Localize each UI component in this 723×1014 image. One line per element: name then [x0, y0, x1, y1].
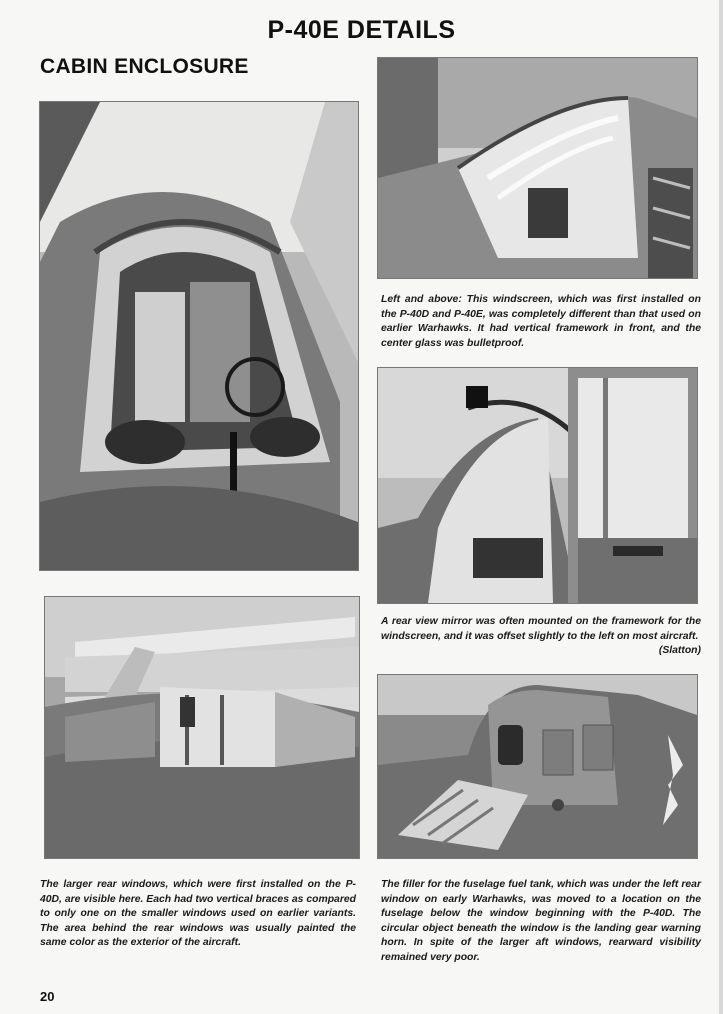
caption-windscreen: Left and above: This windscreen, which was first installed on the P-40D and P-40E, was completely different than that used on earlier Warhawks. It had vertical framework in front, and the center glass was bulletproof. — [381, 294, 701, 349]
caption-fuel-filler: The filler for the fuselage fuel tank, which was under the left rear window on early Warhawks, was moved to a location on the fuselage below the window beginning with the P-40D. The circular object beneath the window is the landing gear warning horn. In spite of the larger aft windows, rearward visibility remained very poor. — [381, 879, 701, 963]
photo-windscreen-side — [377, 57, 698, 279]
caption-mirror — [381, 615, 701, 659]
photo-cockpit-canopy-top — [39, 101, 359, 571]
page-edge — [719, 0, 723, 1014]
page-title: P-40E DETAILS — [267, 16, 456, 44]
photo-windscreen-mirror — [377, 367, 698, 604]
photo-fuel-filler — [377, 674, 698, 859]
photo-credit: (Slatton) — [658, 645, 701, 657]
photo-rear-windows — [44, 596, 360, 859]
caption-mirror-text: A rear view mirror was often mounted on the framework for the windscreen, and it was offset slightly to the left on most aircraft. — [381, 616, 701, 642]
caption-rear-windows: The larger rear windows, which were first installed on the P-40D, are visible here. Each had two vertical braces as compared to only one on the smaller windows used on earlier variants. The area behind the rear windows was usually painted the same color as the exterior of the aircraft. — [40, 879, 356, 949]
page-number: 20 — [40, 989, 55, 1004]
section-title: CABIN ENCLOSURE — [40, 55, 249, 78]
